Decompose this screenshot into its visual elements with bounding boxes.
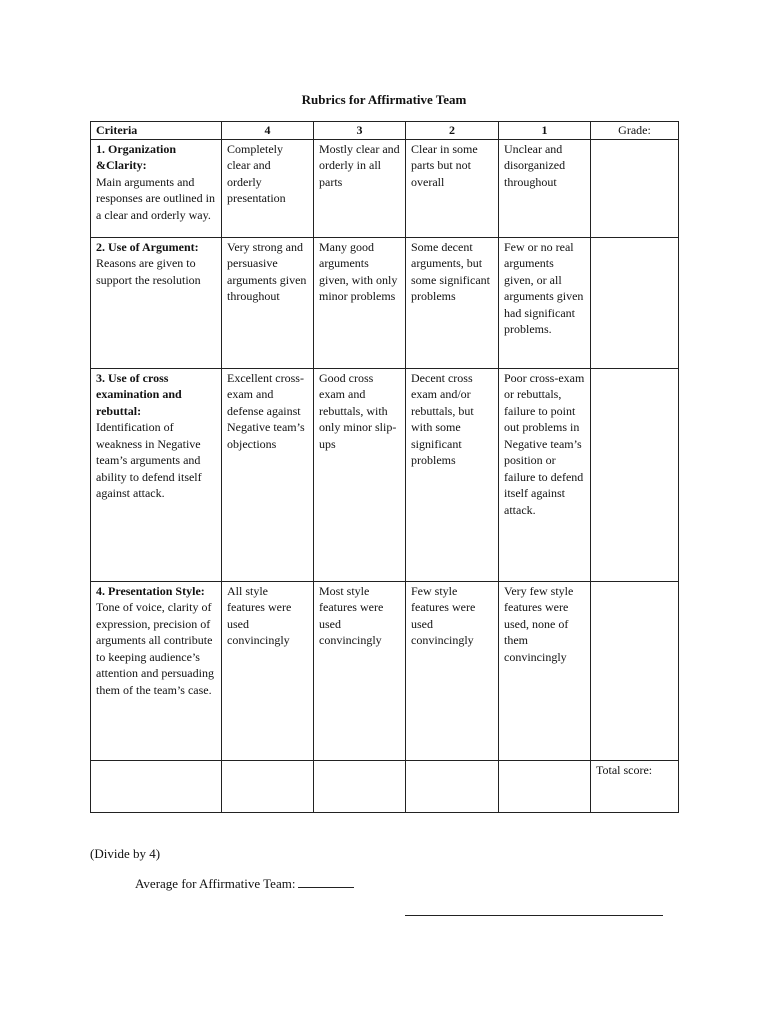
total-empty-cell (406, 760, 499, 812)
rubric-table (90, 121, 679, 813)
score-4-cell: Very strong and persuasive arguments given throughout (222, 237, 314, 368)
signature-line[interactable] (405, 915, 663, 916)
criteria-cell (91, 139, 222, 237)
header-grade: Grade: (591, 122, 679, 140)
criteria-title: 3. Use of cross examination and rebuttal: (96, 370, 182, 418)
score-4-cell: Excellent cross-exam and defense against Negative team’s objections (222, 368, 314, 581)
total-empty-cell (222, 760, 314, 812)
score-3-cell: Many good arguments given, with only minor problems (314, 237, 406, 368)
score-3-cell: Good cross exam and rebuttals, with only minor slip-ups (314, 368, 406, 581)
header-criteria: Criteria (91, 122, 222, 140)
score-2-cell: Clear in some parts but not overall (406, 139, 499, 237)
score-4-cell: Completely clear and orderly presentation (222, 139, 314, 237)
criteria-description: Reasons are given to support the resolution (96, 256, 201, 287)
table-row (91, 368, 679, 581)
criteria-title: 2. Use of Argument: (96, 239, 199, 254)
criteria-cell (91, 581, 222, 760)
score-3-cell: Mostly clear and orderly in all parts (314, 139, 406, 237)
total-empty-cell (314, 760, 406, 812)
criteria-description: Tone of voice, clarity of expression, precision of arguments all contribute to keeping audience’s attention and persuading them of the team’s case. (96, 600, 214, 697)
grade-cell[interactable] (591, 139, 679, 237)
score-3-cell: Most style features were used convincingly (314, 581, 406, 760)
header-row (91, 122, 679, 140)
score-1-cell: Very few style features were used, none of them convincingly (499, 581, 591, 760)
average-line (135, 875, 354, 892)
header-score-2: 2 (406, 122, 499, 140)
average-blank-field[interactable] (298, 875, 354, 888)
divide-note: (Divide by 4) (90, 846, 161, 861)
score-1-cell: Poor cross-exam or rebuttals, failure to point out problems in Negative team’s position or failure to defend itself against attack. (499, 368, 591, 581)
average-label: Average for Affirmative Team: (135, 876, 296, 891)
score-1-cell: Few or no real arguments given, or all arguments given had significant problems. (499, 237, 591, 368)
header-score-3: 3 (314, 122, 406, 140)
header-score-4: 4 (222, 122, 314, 140)
criteria-title: 1. Organization &Clarity: (96, 141, 176, 172)
header-score-1: 1 (499, 122, 591, 140)
total-row (91, 760, 679, 812)
grade-cell[interactable] (591, 237, 679, 368)
score-4-cell: All style features were used convincingly (222, 581, 314, 760)
criteria-cell (91, 368, 222, 581)
score-2-cell: Some decent arguments, but some significant problems (406, 237, 499, 368)
score-1-cell: Unclear and disorganized throughout (499, 139, 591, 237)
total-empty-cell (499, 760, 591, 812)
total-score-label[interactable]: Total score: (591, 760, 679, 812)
criteria-title: 4. Presentation Style: (96, 583, 205, 598)
grade-cell[interactable] (591, 368, 679, 581)
criteria-description: Main arguments and responses are outlined in a clear and orderly way. (96, 174, 215, 222)
grade-cell[interactable] (591, 581, 679, 760)
page-title: Rubrics for Affirmative Team (301, 92, 467, 107)
score-2-cell: Decent cross exam and/or rebuttals, but with some significant problems (406, 368, 499, 581)
score-2-cell: Few style features were used convincingly (406, 581, 499, 760)
table-row (91, 139, 679, 237)
criteria-description: Identification of weakness in Negative team’s arguments and ability to defend itself against attack. (96, 420, 202, 500)
table-row (91, 237, 679, 368)
total-empty-cell (91, 760, 222, 812)
table-row (91, 581, 679, 760)
criteria-cell (91, 237, 222, 368)
